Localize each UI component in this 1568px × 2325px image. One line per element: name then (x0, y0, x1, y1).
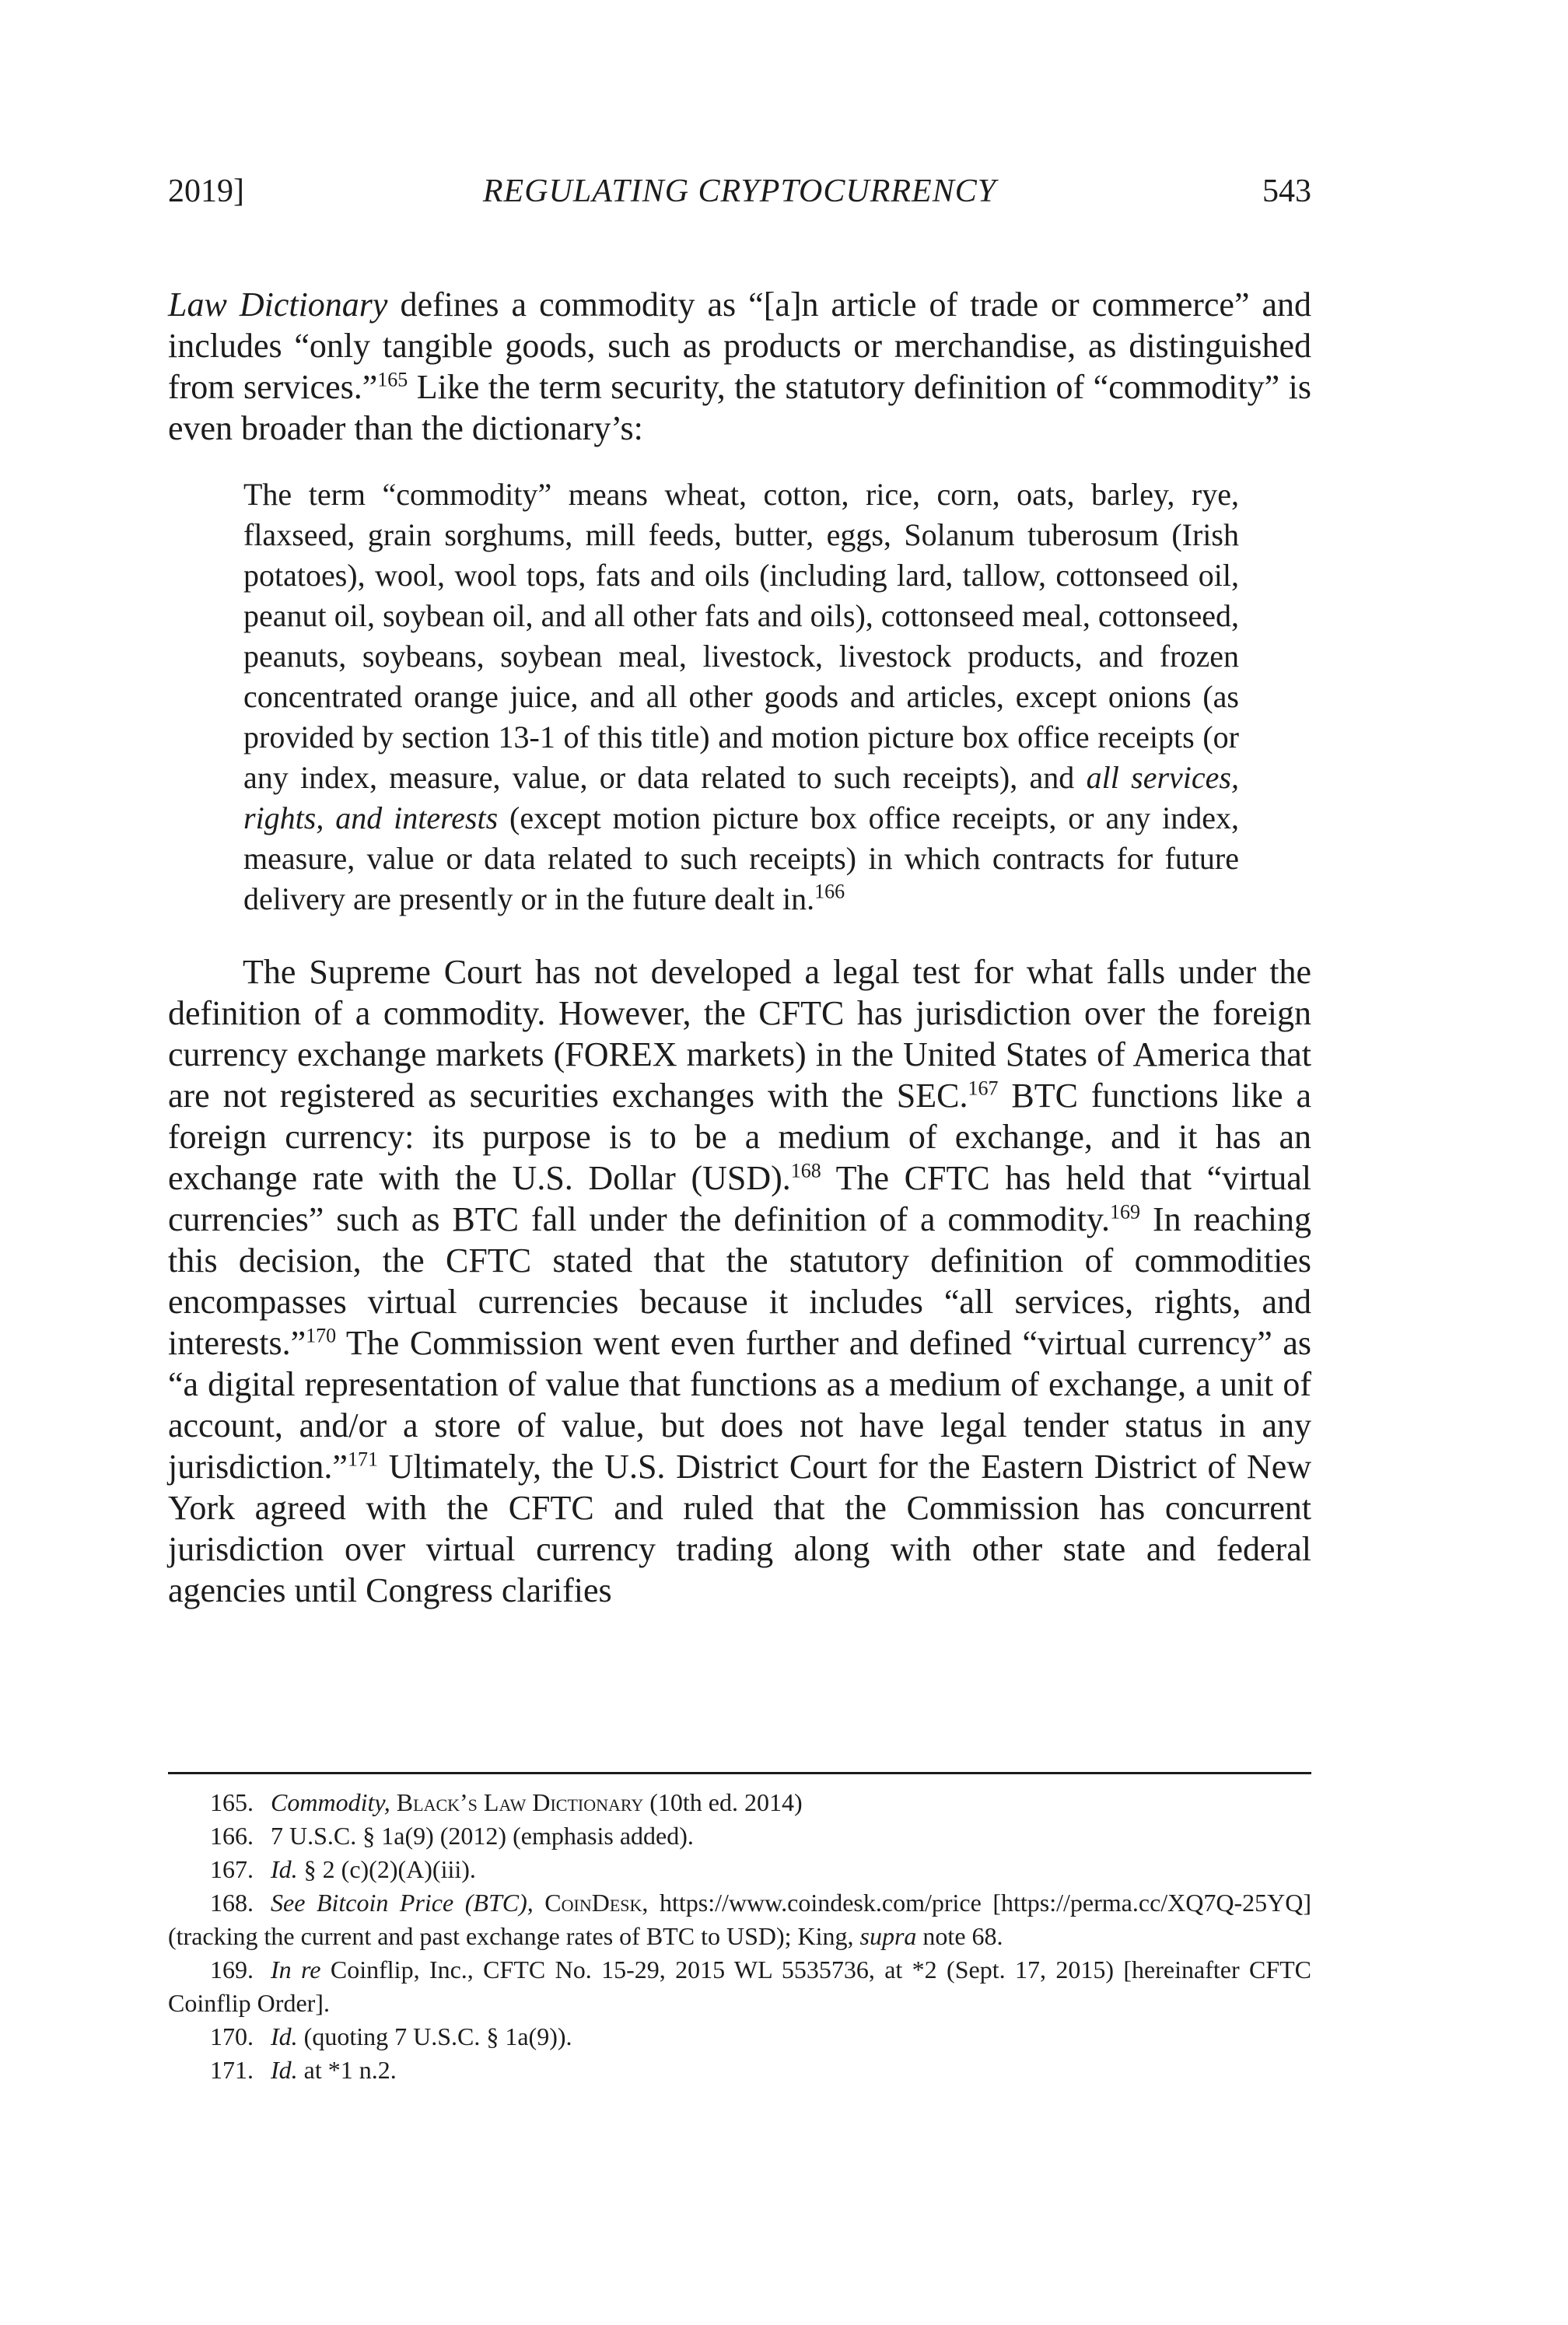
running-header (168, 173, 1311, 219)
footnote-ref-167[interactable]: 167 (968, 1077, 999, 1100)
paragraph-1 (168, 284, 1311, 449)
footnote-ref-165[interactable]: 165 (377, 368, 408, 391)
block-quote (243, 474, 1239, 919)
body-text-top (168, 284, 1311, 449)
footnotes (168, 1786, 1311, 2087)
quote-text-a: The term “commodity” means wheat, cotton, rice, corn, oats, barley, rye, flaxseed, grain sorghums, mill feeds, butter, eggs, Solanum tuberosum (Irish potatoes), wool, wool tops, fats and oils (including lard, tallow, cottonseed oil, peanut oil, soybean oil, and all other fats and oils), cottonseed meal, cottonseed, peanuts, soybeans, soybean meal, livestock, livestock products, and frozen concentrated orange juice, and all other goods and articles, except onions (as provided by section 13-1 of this title) and motion picture box office receipts (or any index, measure, value, or data related to such receipts), and (243, 477, 1239, 795)
para2-t5: The Commission went even further and defined “virtual currency” as “a digital representation of value that functions as a medium of exchange, a unit of account, and/or a store of value, but does not have legal tender status in any jurisdiction.” (168, 1324, 1311, 1486)
para2-t1: The Supreme Court has not developed a legal test for what falls under the definition of a commodity. However, the CFTC has jurisdiction over the foreign currency exchange markets (FOREX markets) in the United States of America that are not registered as securities exchanges with the SEC. (168, 953, 1311, 1115)
body-text-main (168, 951, 1311, 1611)
page-number: 543 (1262, 173, 1311, 209)
para1-text-a: defines a commodity as “[a]n article of trade or commerce” and includes “only tangible goods, such as products or merchandise, as distinguished from services.” (168, 285, 1312, 406)
footnote-ref-170[interactable]: 170 (306, 1324, 337, 1347)
italic-lead: Law Dictionary (168, 285, 388, 324)
footnote-171: 171. Id. at *1 n.2. (210, 2056, 397, 2084)
footnote-168: 168. See Bitcoin Price (BTC), CoinDesk, https://www.coindesk.com/price [https://perma.cc/XQ7Q-25YQ] (tracking the current and past exchange rates of BTC to USD); King, supra note 68. (168, 1889, 1312, 1950)
para1-text-b: Like the term security, the statutory definition of “commodity” is even broader than the dictionary’s: (168, 368, 1311, 447)
footnote-167: 167. Id. § 2 (c)(2)(A)(iii). (210, 1855, 476, 1883)
quote-text-b: (except motion picture box office receipts, or any index, measure, value or data related to such receipts) in which contracts for future delivery are presently or in the future dealt in. (243, 800, 1239, 916)
footnote-ref-166[interactable]: 166 (814, 880, 845, 903)
footnote-ref-169[interactable]: 169 (1110, 1200, 1140, 1224)
para2-t2: BTC functions like a foreign currency: its purpose is to be a medium of exchange, and it has an exchange rate with the U.S. Dollar (USD). (168, 1077, 1311, 1197)
footnote-ref-171[interactable]: 171 (347, 1448, 378, 1471)
footnote-166: 166. 7 U.S.C. § 1a(9) (2012) (emphasis added). (210, 1822, 694, 1850)
para2-t6: Ultimately, the U.S. District Court for the Eastern District of New York agreed with the CFTC and ruled that the Commission has concurrent jurisdiction over virtual currency trading along with other state and federal agencies until Congress clarifies (168, 1448, 1311, 1609)
running-title: REGULATING CRYPTOCURRENCY (482, 173, 997, 209)
para2-t3: The CFTC has held that “virtual currencies” such as BTC fall under the definition of a commodity. (168, 1159, 1311, 1238)
footnote-170: 170. Id. (quoting 7 U.S.C. § 1a(9)). (210, 2022, 572, 2050)
footnote-169: 169. In re Coinflip, Inc., CFTC No. 15-29, 2015 WL 5535736, at *2 (Sept. 17, 2015) [hereinafter CFTC Coinflip Order]. (168, 1956, 1312, 2017)
quote-italic: all services, rights, and interests (243, 760, 1239, 835)
volume-year: 2019] (168, 173, 244, 209)
footnote-divider (168, 1772, 1311, 1774)
footnote-ref-168[interactable]: 168 (790, 1159, 821, 1182)
para2-t4: In reaching this decision, the CFTC stated that the statutory definition of commodities encompasses virtual currencies because it includes “all services, rights, and interests.” (168, 1200, 1311, 1362)
paragraph-2 (168, 951, 1311, 1611)
footnote-165: 165. Commodity, Black’s Law Dictionary (10th ed. 2014) (210, 1788, 803, 1816)
quote-paragraph (243, 474, 1239, 919)
